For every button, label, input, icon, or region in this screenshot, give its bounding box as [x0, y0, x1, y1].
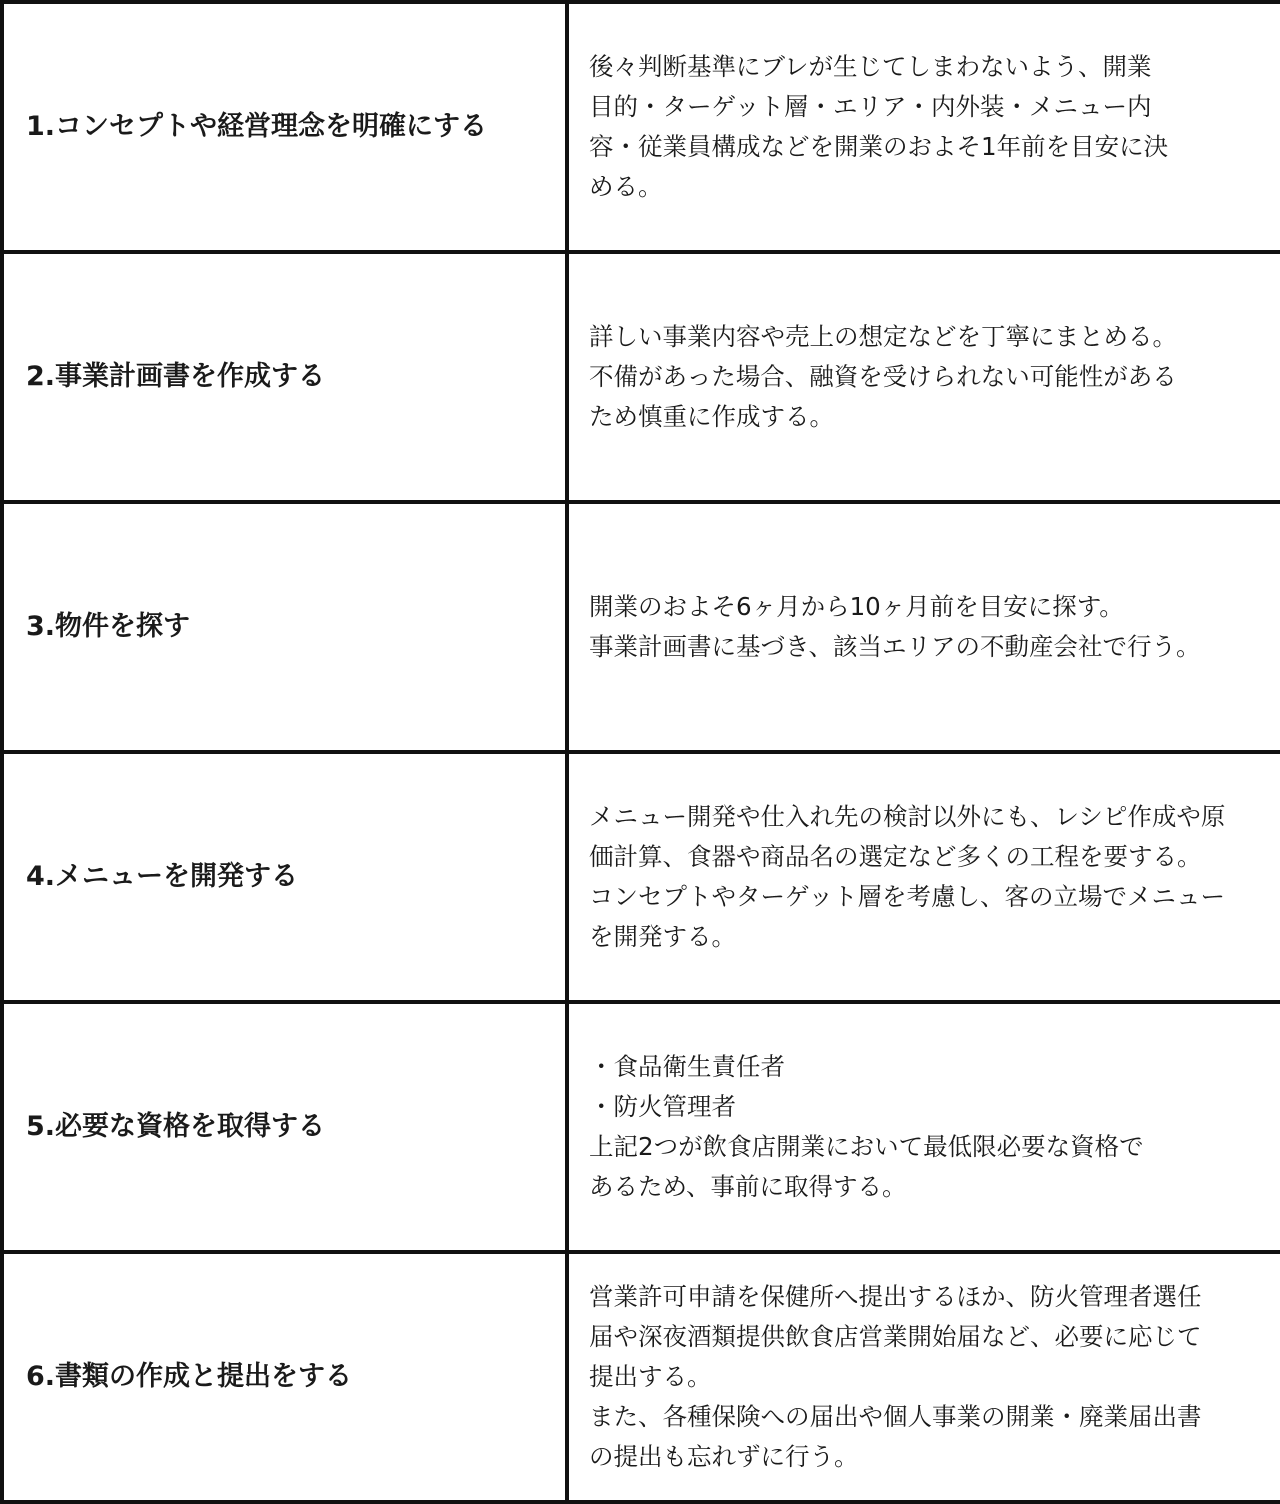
step-row — [2, 1002, 1280, 1252]
description-line: ・食品衛生責任者 — [589, 1052, 785, 1081]
description-line: 上記2つが飲食店開業において最低限必要な資格で — [589, 1132, 1144, 1161]
description-line: あるため、事前に取得する。 — [589, 1172, 907, 1201]
description-line: ため慎重に作成する。 — [589, 402, 834, 431]
step-title: 3.物件を探す — [2, 502, 567, 752]
step-row — [2, 1252, 1280, 1502]
step-title: 6.書類の作成と提出をする — [2, 1252, 567, 1502]
steps-table-body — [2, 2, 1280, 1502]
description-line: の提出も忘れずに行う。 — [589, 1442, 859, 1471]
description-line: 後々判断基準にブレが生じてしまわないよう、開業 — [589, 52, 1152, 81]
description-line: 目的・ターゲット層・エリア・内外装・メニュー内 — [589, 92, 1152, 121]
step-title: 1.コンセプトや経営理念を明確にする — [2, 2, 567, 252]
description-line: を開発する。 — [589, 922, 736, 951]
step-description — [567, 1252, 1280, 1502]
description-line: コンセプトやターゲット層を考慮し、客の立場でメニュー — [589, 882, 1226, 911]
step-title: 4.メニューを開発する — [2, 752, 567, 1002]
step-title: 5.必要な資格を取得する — [2, 1002, 567, 1252]
description-line: 容・従業員構成などを開業のおよそ1年前を目安に決 — [589, 132, 1169, 161]
description-line: ・防火管理者 — [589, 1092, 736, 1121]
step-row — [2, 752, 1280, 1002]
step-description — [567, 2, 1280, 252]
description-line: 営業許可申請を保健所へ提出するほか、防火管理者選任 — [589, 1282, 1202, 1311]
description-line: 詳しい事業内容や売上の想定などを丁寧にまとめる。 — [589, 322, 1177, 351]
description-line: 事業計画書に基づき、該当エリアの不動産会社で行う。 — [589, 632, 1201, 661]
step-row — [2, 252, 1280, 502]
step-row — [2, 502, 1280, 752]
step-description — [567, 1002, 1280, 1252]
step-row — [2, 2, 1280, 252]
description-line: める。 — [589, 172, 663, 201]
step-description — [567, 752, 1280, 1002]
step-description — [567, 252, 1280, 502]
description-line: メニュー開発や仕入れ先の検討以外にも、レシピ作成や原 — [589, 802, 1226, 831]
description-line: 不備があった場合、融資を受けられない可能性がある — [589, 362, 1177, 391]
description-line: 届や深夜酒類提供飲食店営業開始届など、必要に応じて — [589, 1322, 1202, 1351]
description-line: また、各種保険への届出や個人事業の開業・廃業届出書 — [589, 1402, 1202, 1431]
step-title: 2.事業計画書を作成する — [2, 252, 567, 502]
description-line: 価計算、食器や商品名の選定など多くの工程を要する。 — [589, 842, 1202, 871]
description-line: 提出する。 — [589, 1362, 712, 1391]
step-description — [567, 502, 1280, 752]
description-line: 開業のおよそ6ヶ月から10ヶ月前を目安に探す。 — [589, 592, 1124, 621]
